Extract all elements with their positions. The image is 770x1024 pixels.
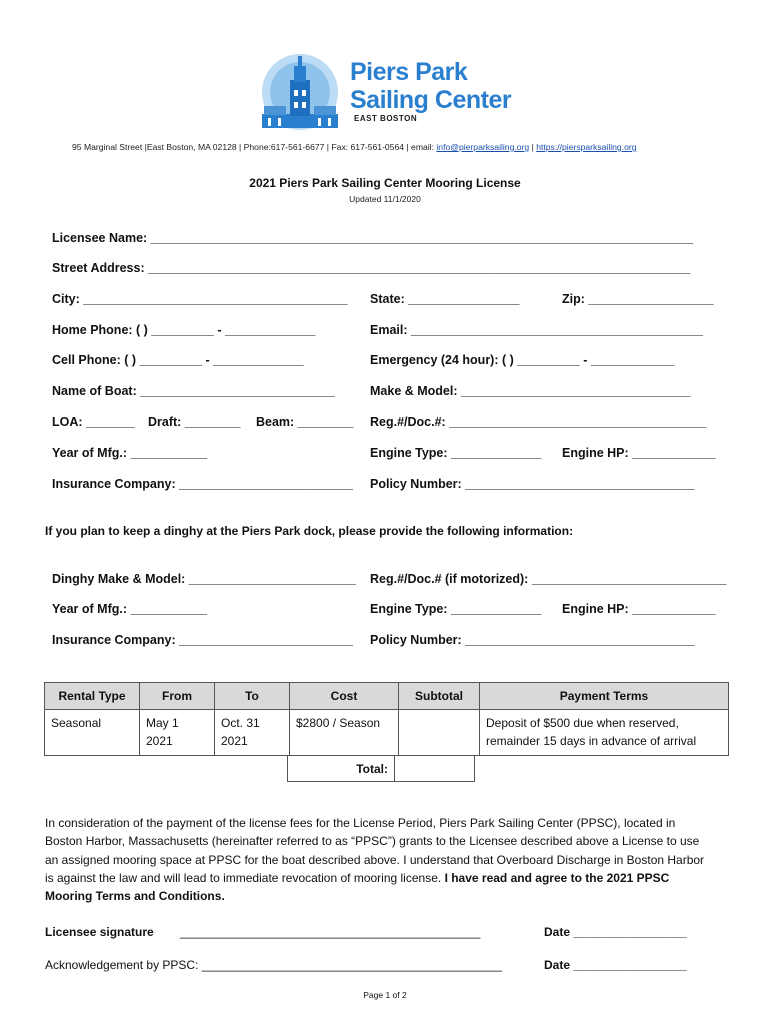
agreement-text: In consideration of the payment of the license fees for the License Period, Piers Park Sailing Center (PPSC), located in Boston Harbor, Massachusetts (hereinafter referred to as “PPSC”) grants to the Licensee described above a License to use an assigned mooring space at PPSC for the boat described above. I understand that Overboard Discharge in Boston Harbor is against the law and will lead to immediate revocation of mooring license. — [45, 816, 705, 885]
header-subtotal: Subtotal — [399, 683, 480, 710]
total-value-cell[interactable] — [395, 756, 475, 782]
header-to: To — [215, 683, 290, 710]
logo-text-line2: Sailing Center — [350, 86, 512, 114]
beam-field[interactable]: Beam: ________ — [256, 415, 354, 429]
total-label: Total: — [287, 756, 395, 782]
engine-hp-field[interactable]: Engine HP: ____________ — [562, 446, 716, 460]
rental-table-header-row — [45, 683, 729, 710]
dinghy-note: If you plan to keep a dinghy at the Piers Park dock, please provide the following information: — [45, 524, 574, 538]
policy-number-field[interactable]: Policy Number: _________________________________ — [370, 477, 695, 491]
date-field-2[interactable]: Date _________________ — [544, 958, 687, 972]
document-title: 2021 Piers Park Sailing Center Mooring License — [249, 176, 521, 190]
engine-type-field[interactable]: Engine Type: _____________ — [370, 446, 542, 460]
cell-cost: $2800 / Season — [290, 710, 399, 756]
cell-subtotal[interactable] — [399, 710, 480, 756]
dinghy-insurance-field[interactable]: Insurance Company: _________________________ — [52, 633, 353, 647]
document-updated: Updated 11/1/2020 — [349, 194, 421, 204]
header-rental-type: Rental Type — [45, 683, 140, 710]
website-link[interactable]: https://piersparksailing.org — [536, 142, 637, 152]
state-field[interactable]: State: ________________ — [370, 292, 520, 306]
contact-separator: | — [529, 142, 537, 152]
header-cost: Cost — [290, 683, 399, 710]
cell-to — [215, 710, 290, 756]
draft-field[interactable]: Draft: ________ — [148, 415, 241, 429]
email-field[interactable]: Email: __________________________________________ — [370, 323, 703, 337]
zip-field[interactable]: Zip: __________________ — [562, 292, 714, 306]
boat-name-field[interactable]: Name of Boat: ____________________________ — [52, 384, 335, 398]
cell-from-line1: May 1 — [146, 716, 179, 730]
city-field[interactable]: City: ______________________________________ — [52, 292, 348, 306]
email-link[interactable]: info@pierparksailing.org — [436, 142, 530, 152]
cell-phone-field[interactable]: Cell Phone: ( ) _________ - _____________ — [52, 353, 304, 367]
contact-address: 95 Marginal Street |East Boston, MA 02128 | Phone:617-561-6677 | Fax: 617-561-0564 | email: — [72, 142, 437, 152]
dinghy-engine-hp-field[interactable]: Engine HP: ____________ — [562, 602, 716, 616]
table-row — [45, 710, 729, 756]
header-payment-terms: Payment Terms — [480, 683, 729, 710]
loa-field[interactable]: LOA: _______ — [52, 415, 135, 429]
cell-to-line2: 2021 — [221, 734, 248, 748]
cell-from-line2: 2021 — [146, 734, 173, 748]
licensee-signature-line[interactable]: _____________________________________________ — [180, 925, 481, 939]
cell-terms-line1: Deposit of $500 due when reserved, — [486, 716, 679, 730]
dinghy-reg-doc-field[interactable]: Reg.#/Doc.# (if motorized): ____________________________ — [370, 572, 727, 586]
contact-line — [72, 142, 637, 152]
licensee-name-field[interactable]: Licensee Name: ______________________________________________________________________________ — [52, 231, 693, 245]
emergency-phone-field[interactable]: Emergency (24 hour): ( ) _________ - ____________ — [370, 353, 675, 367]
cell-terms-line2: remainder 15 days in advance of arrival — [486, 734, 697, 748]
dinghy-engine-type-field[interactable]: Engine Type: _____________ — [370, 602, 542, 616]
agreement-bold-text: I have read and agree to the 2021 PPSC Mooring Terms and Conditions. — [45, 870, 670, 904]
ppsc-acknowledgement-field[interactable]: Acknowledgement by PPSC: _____________________________________________ — [45, 958, 503, 972]
reg-doc-field[interactable]: Reg.#/Doc.#: _____________________________________ — [370, 415, 707, 429]
rental-table — [44, 682, 729, 756]
make-model-field[interactable]: Make & Model: _________________________________ — [370, 384, 691, 398]
insurance-company-field[interactable]: Insurance Company: _________________________ — [52, 477, 353, 491]
dinghy-year-mfg-field[interactable]: Year of Mfg.: ___________ — [52, 602, 207, 616]
cell-from — [140, 710, 215, 756]
cell-to-line1: Oct. 31 — [221, 716, 260, 730]
logo-text-line3: EAST BOSTON — [354, 114, 418, 123]
cell-payment-terms — [480, 710, 729, 756]
dinghy-make-model-field[interactable]: Dinghy Make & Model: ________________________ — [52, 572, 356, 586]
header-from: From — [140, 683, 215, 710]
date-field-1[interactable]: Date _________________ — [544, 925, 687, 939]
dinghy-policy-field[interactable]: Policy Number: _________________________________ — [370, 633, 695, 647]
year-mfg-field[interactable]: Year of Mfg.: ___________ — [52, 446, 207, 460]
licensee-signature-label: Licensee signature — [45, 925, 154, 939]
cell-rental-type: Seasonal — [45, 710, 140, 756]
home-phone-field[interactable]: Home Phone: ( ) _________ - _____________ — [52, 323, 316, 337]
page-number: Page 1 of 2 — [363, 990, 407, 1000]
agreement-paragraph — [45, 814, 715, 905]
logo-text-line1: Piers Park — [350, 58, 468, 86]
street-address-field[interactable]: Street Address: ______________________________________________________________________________ — [52, 261, 691, 275]
